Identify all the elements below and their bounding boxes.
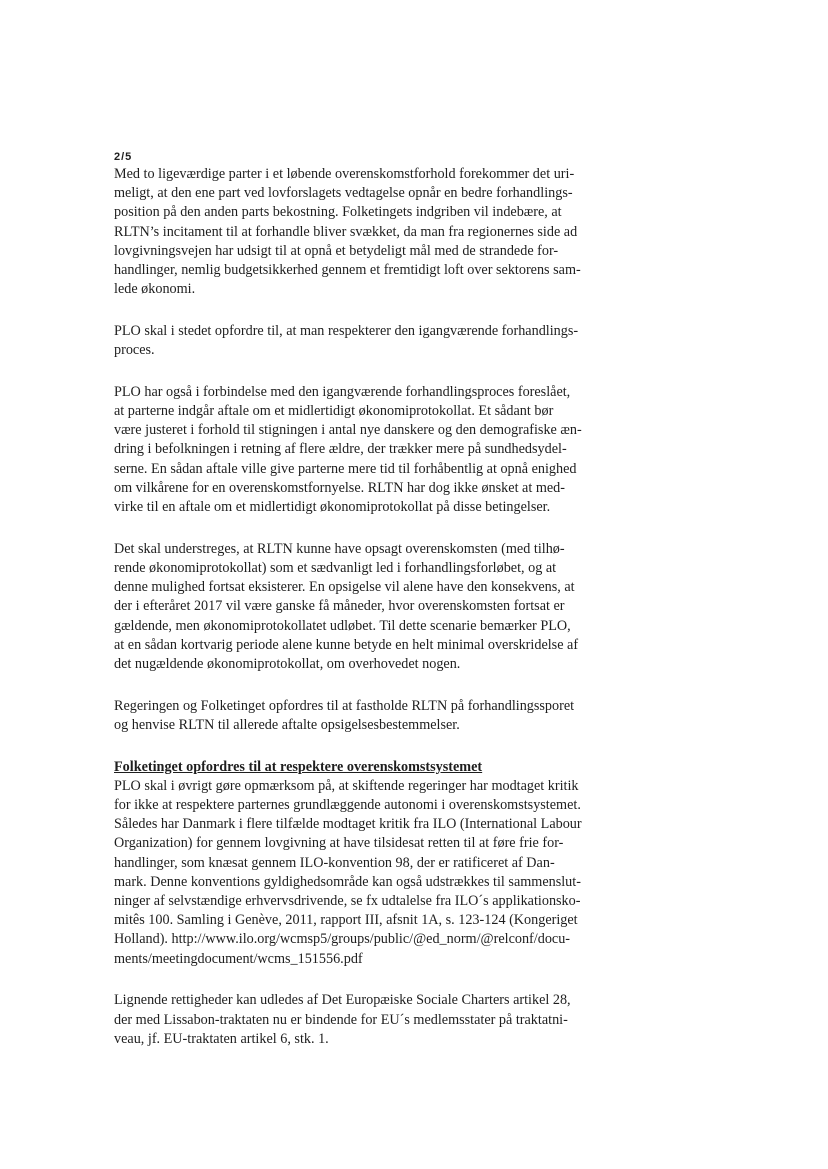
text-line: serne. En sådan aftale ville give parterne mere tid til forhåbentlig at opnå enighed (114, 460, 577, 477)
text-line: og henvise RLTN til allerede aftalte opsigelsesbestemmelser. (114, 716, 460, 733)
page-number: 2/5 (114, 151, 133, 163)
text-line: mark. Denne konventions gyldighedsområde kan også udstrækkes til sammenslut- (114, 873, 581, 890)
text-line: om vilkårene for en overenskomstfornyelse. RLTN har dog ikke ønsket at med- (114, 479, 565, 496)
text-line: Lignende rettigheder kan udledes af Det Europæiske Sociale Charters artikel 28, (114, 992, 571, 1009)
text-line: at parterne indgår aftale om et midlertidigt økonomiprotokollat. Et sådant bør (114, 403, 554, 420)
text-line: veau, jf. EU-traktaten artikel 6, stk. 1. (114, 1030, 329, 1047)
paragraph-4 (114, 540, 654, 674)
paragraph-2 (114, 322, 654, 360)
text-line: Holland). http://www.ilo.org/wcmsp5/groups/public/@ed_norm/@relconf/docu- (114, 931, 571, 948)
paragraph-6 (114, 758, 654, 969)
text-line: meligt, at den ene part ved lovforslagets vedtagelse opnår en bedre forhandlings- (114, 185, 573, 202)
paragraph-5 (114, 697, 654, 735)
text-line: at en sådan kortvarig periode alene kunne betyde en helt minimal overskridelse af (114, 636, 579, 653)
text-line: handlinger, som knæsat gennem ILO-konvention 98, der er ratificeret af Dan- (114, 854, 555, 871)
text-line: Organization) for gennem lovgivning at have tilsidesat retten til at føre frie for- (114, 835, 564, 852)
text-line: Med to ligeværdige parter i et løbende overenskomstforhold forekommer det uri- (114, 166, 575, 182)
text-line: gældende, men økonomiprotokollatet udløbet. Til dette scenarie bemærker PLO, (114, 617, 571, 634)
text-line: ninger af selvstændige erhvervsdrivende, se fx udtalelse fra ILO´s applikationsko- (114, 893, 581, 909)
text-line: mitês 100. Samling i Genève, 2011, rapport III, afsnit 1A, s. 123-124 (Kongeriget (114, 912, 578, 929)
text-line: der med Lissabon-traktaten nu er bindende for EU´s medlemsstater på traktatni- (114, 1011, 568, 1028)
text-line: Således har Danmark i flere tilfælde modtaget kritik fra ILO (International Labour (114, 816, 582, 833)
text-line: for ikke at respektere parternes grundlæggende autonomi i overenskomstsystemet. (114, 796, 581, 813)
text-line: PLO har også i forbindelse med den igangværende forhandlingsproces foreslået, (114, 383, 571, 400)
paragraph-3 (114, 383, 654, 517)
text-line: lede økonomi. (114, 281, 196, 298)
document-body (114, 165, 654, 1049)
text-line: RLTN’s incitament til at forhandle bliver svækket, da man fra regionernes side ad (114, 223, 578, 240)
text-line: position på den anden parts bekostning. Folketingets indgriben vil indebære, at (114, 204, 562, 221)
text-line: det nugældende økonomiprotokollat, om overhovedet nogen. (114, 655, 461, 672)
paragraph-1 (114, 165, 654, 299)
text-line: der i efteråret 2017 vil være ganske få måneder, hvor overenskomsten fortsat er (114, 598, 565, 615)
text-line: PLO skal i stedet opfordre til, at man respekterer den igangværende forhandlings- (114, 322, 579, 339)
text-line: ments/meetingdocument/wcms_151556.pdf (114, 950, 363, 967)
text-line: Regeringen og Folketinget opfordres til at fastholde RLTN på forhandlingssporet (114, 697, 575, 714)
text-line: virke til en aftale om et midlertidigt økonomiprotokollat på disse betingelser. (114, 499, 551, 516)
text-line: proces. (114, 342, 155, 359)
paragraph-7 (114, 991, 654, 1049)
text-line: rende økonomiprotokollat) som et sædvanligt led i forhandlingsforløbet, og at (114, 559, 557, 576)
text-line: handlinger, nemlig budgetsikkerhed gennem et fremtidigt loft over sektorens sam- (114, 262, 581, 279)
text-line: PLO skal i øvrigt gøre opmærksom på, at skiftende regeringer har modtaget kritik (114, 777, 579, 794)
document-page (114, 150, 654, 1071)
text-line: Det skal understreges, at RLTN kunne have opsagt overenskomsten (med tilhø- (114, 540, 565, 557)
text-line: være justeret i forhold til stigningen i antal nye danskere og den demografiske æn- (114, 422, 582, 439)
text-line: denne mulighed fortsat eksisterer. En opsigelse vil alene have den konsekvens, at (114, 579, 575, 596)
section-heading: Folketinget opfordres til at respektere overenskomstsystemet (114, 758, 483, 775)
text-line: lovgivningsvejen har udsigt til at opnå et betydeligt mål med de strandede for- (114, 242, 559, 259)
text-line: dring i befolkningen i retning af flere ældre, der trækker mere på sundhedsydel- (114, 441, 567, 458)
